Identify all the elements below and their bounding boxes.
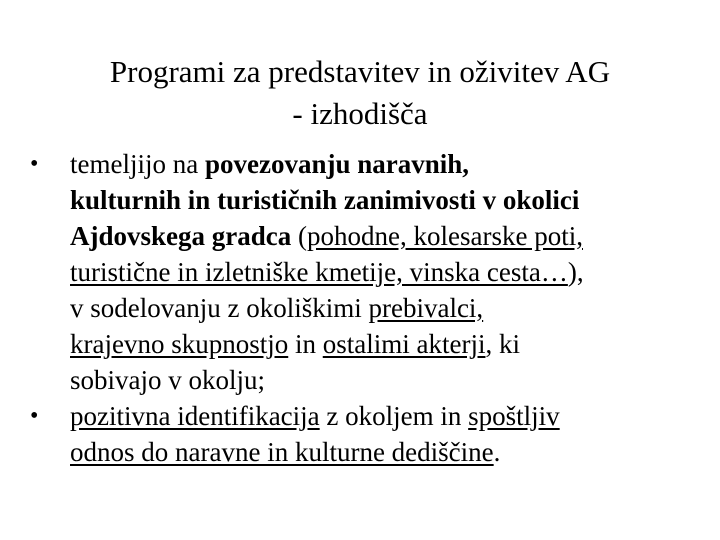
underlined-text: ostalimi akterji <box>322 329 486 359</box>
bullet-line <box>70 434 720 470</box>
bullet-line <box>70 326 720 362</box>
slide-title-line: Programi za predstavitev in oživitev AG <box>109 53 611 89</box>
text-run: . <box>493 437 501 467</box>
underlined-text: krajevno skupnostjo <box>70 329 289 359</box>
bullet-item <box>0 398 720 470</box>
bullet-line <box>70 398 720 434</box>
slide-title <box>20 51 700 135</box>
text-run: ), <box>567 257 584 287</box>
bullet-list <box>0 146 720 470</box>
text-run: z okoljem in <box>319 401 469 431</box>
bullet-dot-icon: • <box>30 151 39 177</box>
underlined-text: prebivalci, <box>368 293 484 323</box>
bullet-dot-icon: • <box>30 403 39 429</box>
text-run: in <box>288 329 323 359</box>
bullet-line <box>70 218 720 254</box>
underlined-text: pozitivna identifikacija <box>70 401 320 431</box>
bullet-item <box>0 146 720 398</box>
bold-text: povezovanju naravnih, <box>204 149 470 179</box>
underlined-text: odnos do naravne in kulturne dediščine <box>70 437 494 467</box>
text-run: ( <box>291 221 307 251</box>
bullet-line <box>70 182 720 218</box>
underlined-text: spoštljiv <box>468 401 560 431</box>
bullet-line <box>70 362 720 398</box>
text-run: sobivajo v okolju; <box>70 365 265 395</box>
bullet-line <box>70 146 720 182</box>
bullet-line <box>70 290 720 326</box>
text-run: temeljijo na <box>70 149 205 179</box>
text-run: v sodelovanju z okoliškimi <box>70 293 369 323</box>
bullet-line <box>70 254 720 290</box>
bold-text: kulturnih in turističnih zanimivosti v okolici <box>70 185 580 215</box>
bold-text: Ajdovskega gradca <box>70 221 292 251</box>
text-run: , ki <box>485 329 520 359</box>
slide-title-line: - izhodišča <box>292 95 428 131</box>
underlined-text: pohodne, kolesarske poti, <box>307 221 583 251</box>
underlined-text: turistične in izletniške kmetije, vinska cesta… <box>70 257 568 287</box>
